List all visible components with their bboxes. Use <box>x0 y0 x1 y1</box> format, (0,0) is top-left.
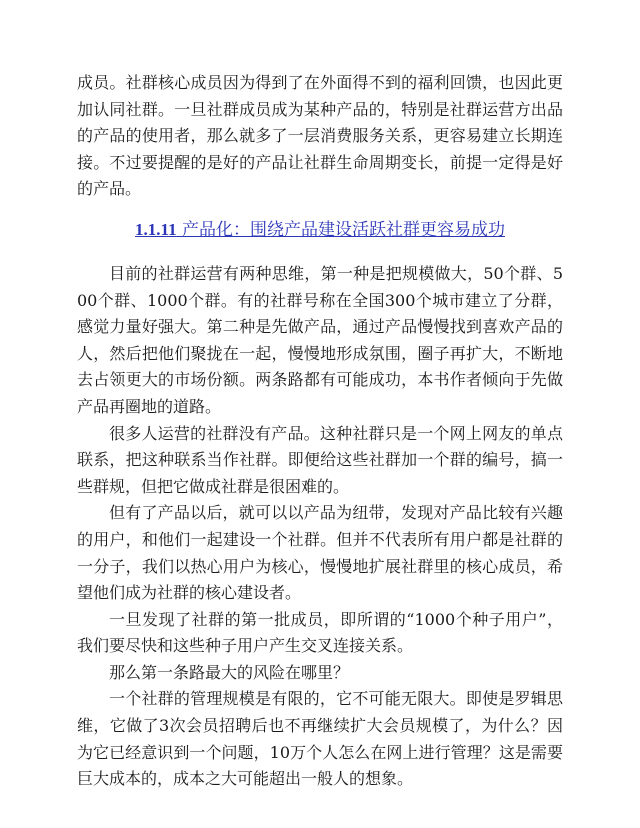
paragraph-no-product: 很多人运营的社群没有产品。这种社群只是一个网上网友的单点联系，把这种联系当作社群。即便给这些社群加一个群的编号，搞一些群规，但把它做成社群是很困难的。 <box>77 423 563 496</box>
document-page <box>77 70 563 793</box>
section-heading[interactable] <box>77 217 563 243</box>
section-title: 产品化：围绕产品建设活跃社群更容易成功 <box>176 219 505 240</box>
section-number: 1.1.11 <box>135 219 177 239</box>
paragraph-seed-users: 一旦发现了社群的第一批成员，即所谓的“1000个种子用户”，我们要尽快和这些种子用户产生交叉连接关系。 <box>77 609 563 656</box>
paragraph-risk-question: 那么第一条路最大的风险在哪里？ <box>109 662 350 682</box>
paragraph-with-product: 但有了产品以后，就可以以产品为纽带，发现对产品比较有兴趣的用户，和他们一起建设一个社群。但并不代表所有用户都是社群的一分子，我们以热心用户为核心，慢慢地扩展社群里的核心成员，希望他们成为社群的核心建设者。 <box>77 503 563 603</box>
paragraph-two-approaches: 目前的社群运营有两种思维，第一种是把规模做大，50个群、500个群、1000个群。有的社群号称在全国300个城市建立了分群，感觉力量好强大。第二种是先做产品，通过产品慢慢找到喜欢产品的人，然后把他们聚拢在一起，慢慢地形成氛围，圈子再扩大，不断地去占领更大的市场份额。两条路都有可能成功，本书作者倾向于先做产品再圈地的道路。 <box>77 263 563 416</box>
paragraph-management-scale: 一个社群的管理规模是有限的，它不可能无限大。即使是罗辑思维，它做了3次会员招聘后也不再继续扩大会员规模了，为什么？因为它已经意识到一个问题，10万个人怎么在网上进行管理？这是需要巨大成本的，成本之大可能超出一般人的想象。 <box>77 689 563 789</box>
intro-paragraph: 成员。社群核心成员因为得到了在外面得不到的福利回馈，也因此更加认同社群。一旦社群成员成为某种产品的，特别是社群运营方出品的产品的使用者，那么就多了一层消费服务关系，更容易建立长期连接。不过要提醒的是好的产品让社群生命周期变长，前提一定得是好的产品。 <box>77 73 563 199</box>
